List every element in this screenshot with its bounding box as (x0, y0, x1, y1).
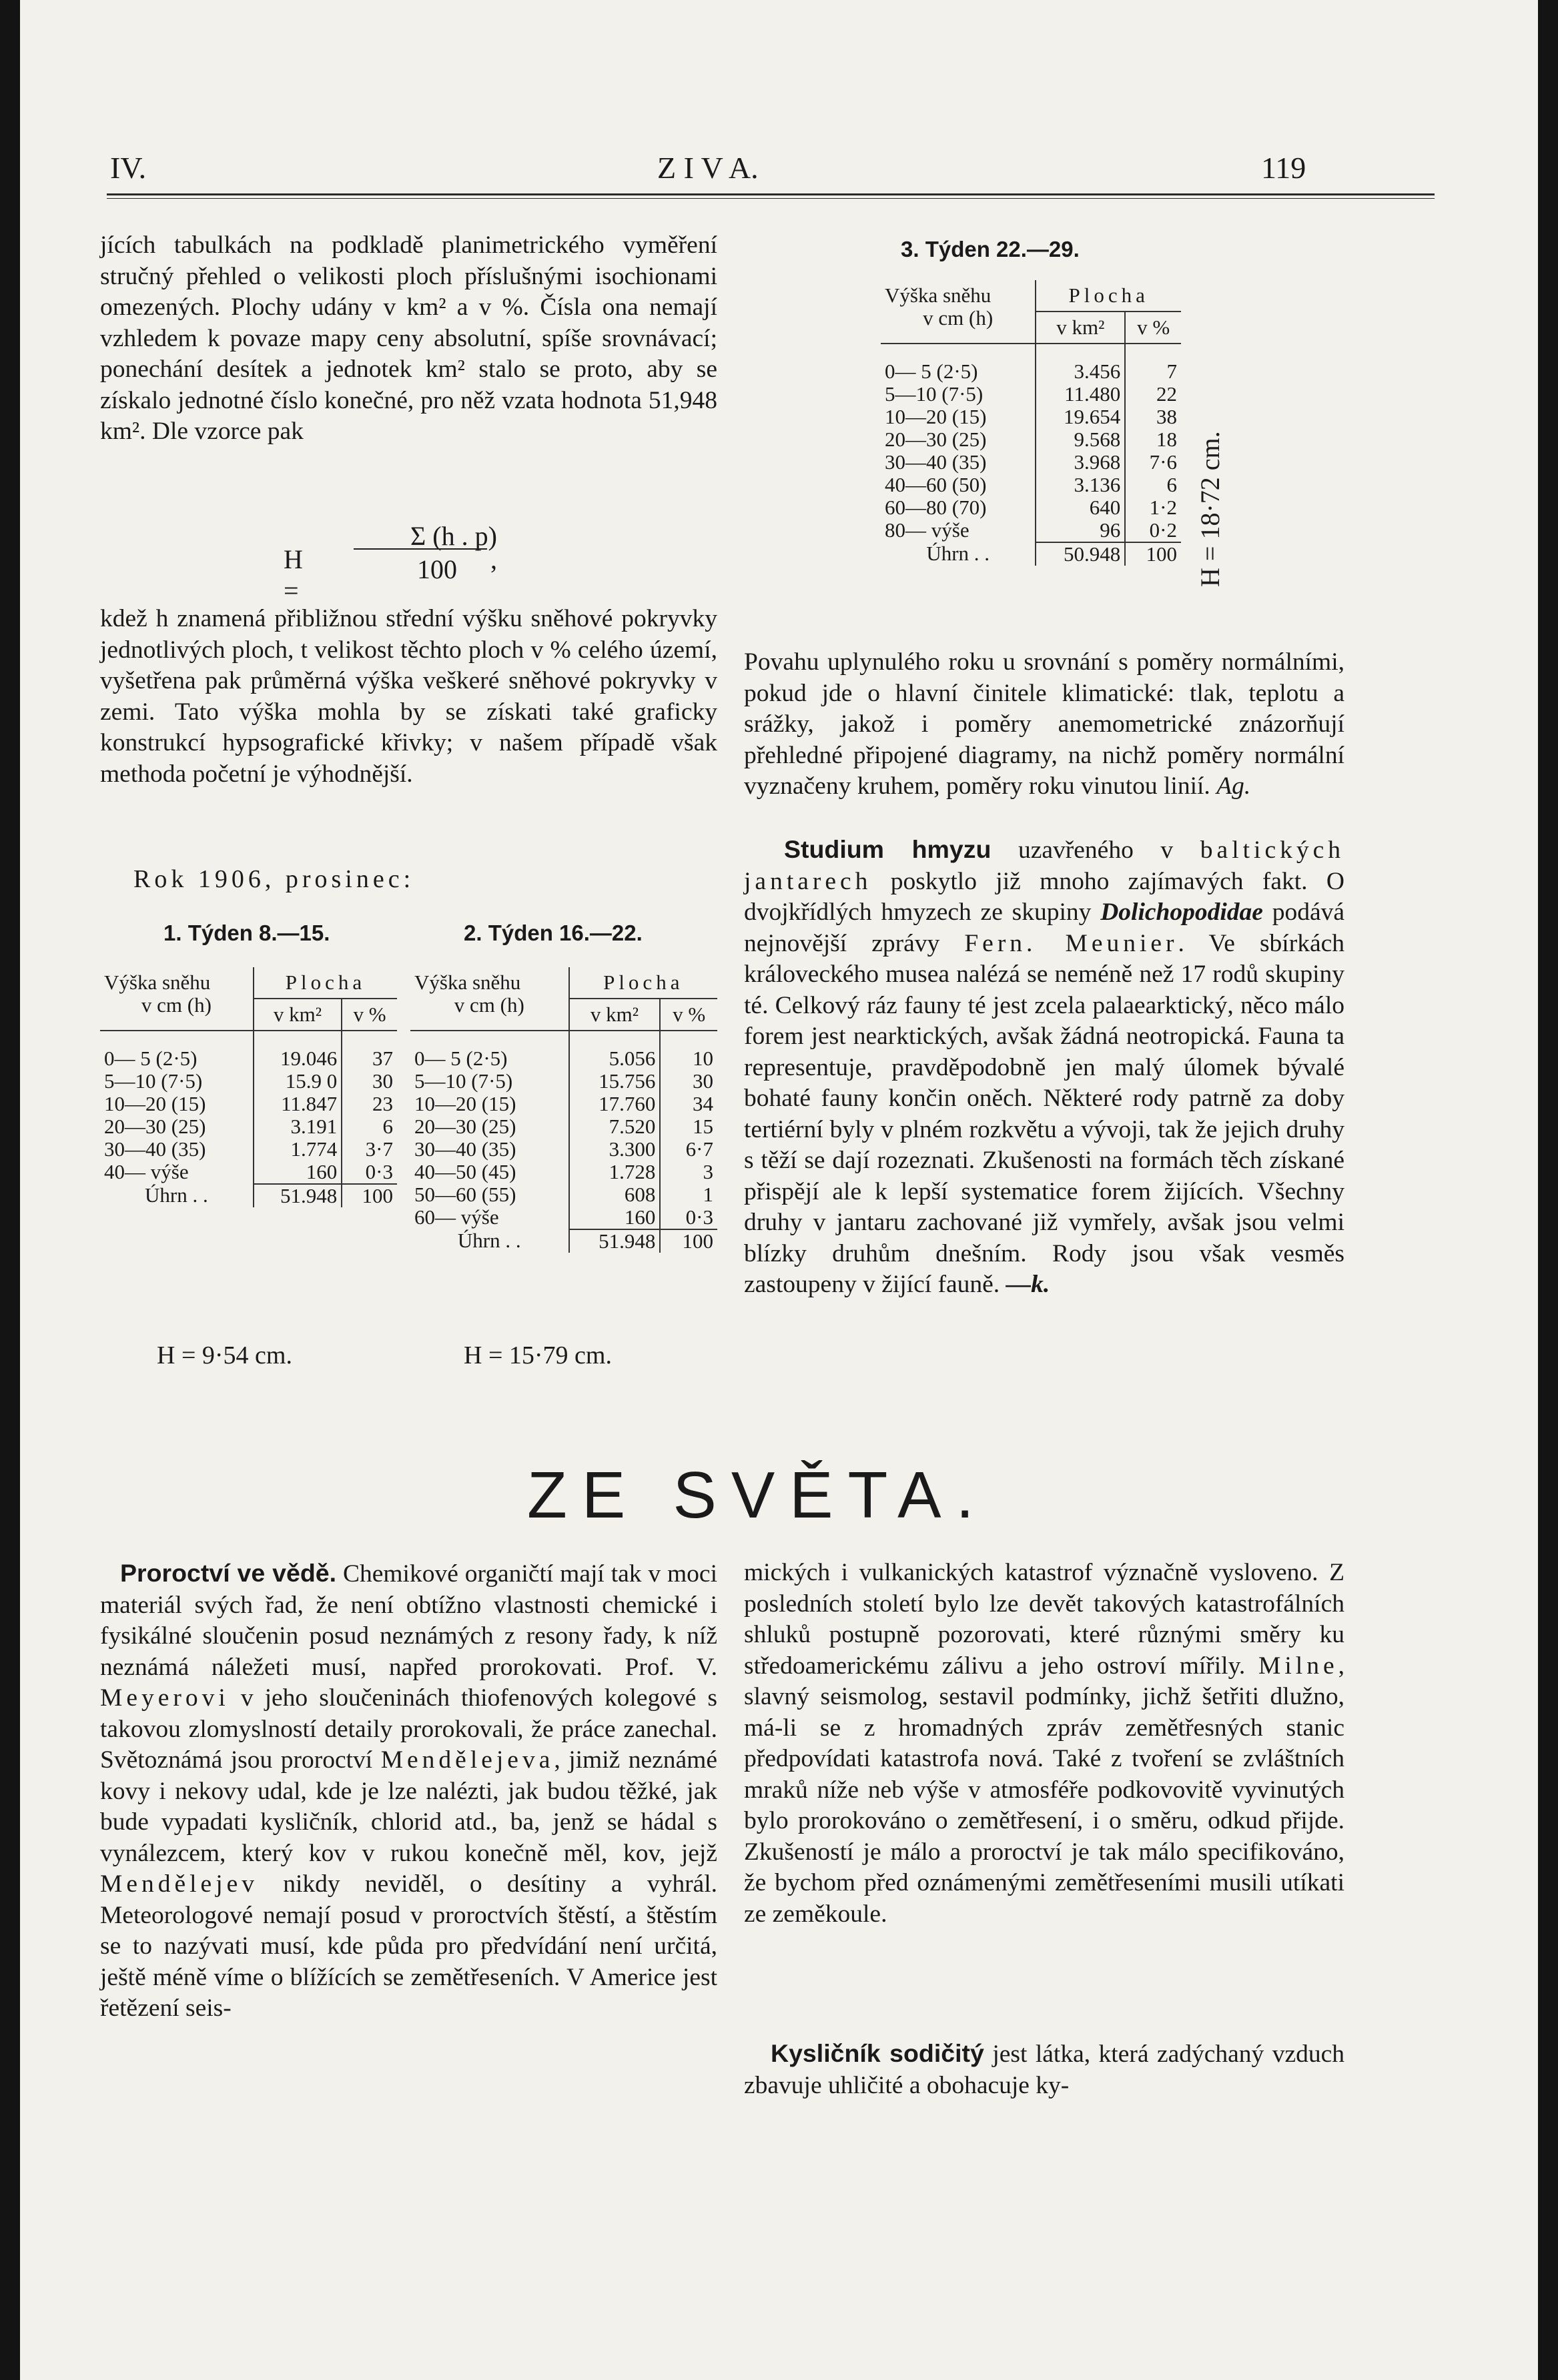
proroctvi-text-a: Chemikové organičtí mají tak v moci materiál svých řad, že není obtížno vlastnosti chemické i fysikálné sloučenin posud neznámých z resony řady, k níž neznámá náležeti musí, napřed prorokovati. Prof. V. (100, 1560, 717, 1681)
area-km-cell: 19.046 (254, 1031, 342, 1070)
height-cell: 60— výše (414, 1205, 499, 1229)
proroctvi-text-b: v jeho sloučeninách thiofenových kolegové s takovou zlomyslností detaily prorokovali, že práce zanechal. Světoznámá jsou proroctví (100, 1684, 717, 1774)
total-label: Úhrn . . (926, 542, 990, 565)
area-km-cell: 3.968 (1036, 451, 1125, 474)
studium-text-d: . Ve sbírkách královeckého musea nalézá se neméně než 17 rodů skupiny té. Celkový ráz fauny té jest zcela palaearktický, něco málo forem jest nearktických, avšak žádná neotropická. Fauna ta representuje, pravděpodobně jen malý úlomek bývalé bohaté fauny končin oněch. Některé rody patrně za doby tertiérní byly v plném rozkvětu a vývoji, tak že jejich druhy s těží se dají rozeznati. Zkušenosti na formách těch získané přispějí ale k lepší systematice forem žijících. Všechny druhy v jantaru zachované již vymřely, avšak jsou velmi blízky druhům dnešním. Rody jsou však vesměs zastoupeny v žijící fauně. (744, 929, 1344, 1298)
journal-title: Z I V A. (657, 151, 759, 185)
kyslicnik-text: jest látka, která zadýchaný vzduch zbavuje uhličité a obohacuje ky- (744, 2040, 1345, 2099)
col-height-header (100, 967, 254, 1031)
area-pct-cell: 34 (660, 1093, 717, 1115)
height-cell: 80— výše (885, 518, 969, 542)
area-km-cell: 15.756 (569, 1070, 661, 1093)
km-header: v km² (1036, 312, 1125, 344)
page (20, 0, 1538, 2380)
area-pct-cell: 0·2 (1125, 519, 1181, 542)
povahu-paragraph (744, 647, 1344, 802)
table-row (100, 1161, 397, 1184)
unit-label: v cm (h) (141, 993, 212, 1017)
area-pct-cell: 1 (660, 1183, 717, 1206)
table-row (881, 428, 1181, 451)
area-km-cell: 1.728 (569, 1161, 661, 1183)
table-row (881, 496, 1181, 519)
area-header: Plocha (569, 967, 717, 999)
week2-title: 2. Týden 16.—22. (464, 921, 643, 945)
area-km-cell: 7.520 (569, 1115, 661, 1138)
proroctvi-title: Proroctví ve vědě. (120, 1559, 337, 1587)
studium-title: Studium hmyzu (784, 835, 992, 863)
table-row (410, 1070, 717, 1093)
area-km-cell: 640 (1036, 496, 1125, 519)
area-pct-cell: 30 (342, 1070, 397, 1093)
seismic-milne: Milne (1258, 1652, 1338, 1680)
table-row (100, 1115, 397, 1138)
week1-result: H = 9·54 cm. (157, 1341, 292, 1369)
header-rule (107, 193, 1435, 195)
area-pct-cell: 3·7 (342, 1138, 397, 1161)
height-cell: 30—40 (35) (414, 1137, 516, 1161)
area-pct-cell: 15 (660, 1115, 717, 1138)
height-cell: 40—60 (50) (885, 473, 987, 496)
area-km-cell: 9.568 (1036, 428, 1125, 451)
area-km-cell: 608 (569, 1183, 661, 1206)
km-header: v km² (569, 999, 661, 1031)
kyslicnik-paragraph (744, 2038, 1344, 2101)
area-pct-cell: 37 (342, 1031, 397, 1070)
height-cell: 20—30 (25) (414, 1115, 516, 1138)
studium-text-c: podává nejnovější zprávy (744, 899, 1344, 957)
formula-numerator: Σ (h . p) (410, 521, 497, 551)
unit-label: v cm (h) (923, 306, 994, 330)
col-height-header (410, 967, 569, 1031)
area-pct-cell: 0·3 (660, 1206, 717, 1229)
seismic-text-b: , slavný seismolog, sestavil podmínky, jichž šetřiti dlužno, má-li se z hromadných zpráv zemětřesných stanic předpovídati katastrofa nová. Také z tvoření se zvláštních mraků níže neb výše v atmosféře podkovovitě vyvinutých bylo prorokováno o zemětřesení, i o směru, odkud přijde. Zkušeností je málo a proroctví je tak málo specifikováno, že bychom před oznámenými zemětřeseními musili utíkati ze zeměkoule. (744, 1652, 1344, 1928)
height-cell: 50—60 (55) (414, 1183, 516, 1206)
height-label: Výška sněhu (104, 971, 211, 994)
explanation-text: kdež h znamená přibližnou střední výšku sněhové pokryvky jednotlivých ploch, t velikost těchto ploch v % celého území, vyšetřena pak průměrná výška veškeré sněhové pokryvky v zemi. Tato výška mohla by se získati také graficky konstrukcí hypsografické křivky; v našem případě však methoda početní je výhodnější. (100, 605, 717, 788)
header-rule-thin (107, 198, 1435, 199)
table-row (410, 1093, 717, 1115)
year-label: Rok 1906, prosinec: (133, 865, 415, 893)
pct-header: v % (1125, 312, 1181, 344)
area-pct-cell: 7 (1125, 344, 1181, 383)
height-cell: 60—80 (70) (885, 496, 987, 519)
height-cell: 40— výše (104, 1160, 189, 1183)
povahu-signature: Ag. (1216, 772, 1251, 800)
seismic-paragraph (744, 1558, 1344, 1930)
area-pct-cell: 6·7 (660, 1138, 717, 1161)
area-km-cell: 11.480 (1036, 383, 1125, 406)
area-pct-cell: 23 (342, 1093, 397, 1115)
area-pct-cell: 38 (1125, 406, 1181, 428)
area-km-cell: 11.847 (254, 1093, 342, 1115)
total-label: Úhrn . . (145, 1183, 208, 1207)
table-row (410, 1031, 717, 1070)
proroctvi-text-d: nikdy neviděl, o desítiny a vyhrál. Meteorologové nemají posud v proroctvích štěstí, a štěstím se to nazývati musí, kde půda pro předvídání není určitá, ještě méně víme o blížících se zemětřeseních. V Americe jest řetězení seis- (100, 1870, 717, 2022)
area-km-cell: 3.456 (1036, 344, 1125, 383)
table-row (100, 1031, 397, 1070)
height-cell: 0— 5 (2·5) (104, 1047, 198, 1070)
area-km-cell: 5.056 (569, 1031, 661, 1070)
area-km-cell: 3.300 (569, 1138, 661, 1161)
formula-denominator: 100 (417, 554, 457, 584)
height-label: Výška sněhu (885, 283, 992, 307)
km-header: v km² (254, 999, 342, 1031)
total-pct: 100 (1125, 542, 1181, 566)
intro-paragraph (100, 230, 717, 448)
area-header: Plocha (1036, 280, 1181, 312)
total-km: 50.948 (1036, 542, 1125, 566)
area-pct-cell: 6 (1125, 474, 1181, 496)
section-title: ZE SVĚTA. (527, 1458, 989, 1532)
volume-number: IV. (110, 151, 147, 185)
studium-genus: Dolichopodidae (1100, 899, 1263, 926)
table-row (881, 474, 1181, 496)
area-pct-cell: 0·3 (342, 1161, 397, 1184)
area-pct-cell: 7·6 (1125, 451, 1181, 474)
table-row (410, 1206, 717, 1229)
table-row (881, 451, 1181, 474)
area-km-cell: 160 (569, 1206, 661, 1229)
intro-text: jících tabulkách na podkladě planimetrického vyměření stručný přehled o velikosti ploch příslušnými isochionami omezených. Plochy udány v km² a v %. Čísla ona nemají vzhledem k povaze mapy ceny absolutní, spíše srovnávací; ponechání desítek a jednotek km² stalo se proto, aby se získalo jednotné číslo konečné, pro něž vzata hodnota 51,948 km². Dle vzorce pak (100, 231, 717, 445)
pct-header: v % (660, 999, 717, 1031)
area-km-cell: 15.9 0 (254, 1070, 342, 1093)
pct-header: v % (342, 999, 397, 1031)
height-cell: 30—40 (35) (885, 450, 987, 474)
height-cell: 0— 5 (2·5) (885, 360, 978, 383)
week3-table (881, 280, 1181, 566)
table-total-row (100, 1184, 397, 1207)
table-row (881, 344, 1181, 383)
explanation-paragraph (100, 604, 717, 790)
area-pct-cell: 10 (660, 1031, 717, 1070)
week3-result: H = 18·72 cm. (1195, 431, 1225, 587)
table-total-row (410, 1229, 717, 1253)
formula-lhs: H = (284, 544, 303, 606)
height-cell: 5—10 (7·5) (414, 1069, 513, 1093)
height-cell: 5—10 (7·5) (885, 382, 984, 406)
seismic-text-a: mických i vulkanických katastrof význačně vysloveno. Z posledních století bylo lze devět takových katastrofálních shluků postupně pozorovati, které různými směry ku středoamerickému zálivu a jeho ostroví mířily. (744, 1559, 1344, 1680)
proroctvi-paragraph (100, 1558, 717, 2024)
formula-comma: , (490, 544, 497, 574)
povahu-text: Povahu uplynulého roku u srovnání s poměry normálními, pokud jde o hlavní činitele klimatické: tlak, teplotu a srážky, jakož i poměry anemometrické znázorňují přehledné připojené diagramy, na nichž poměry normální vyznačeny kruhem, poměry roku vinutou linií. (744, 648, 1344, 800)
area-km-cell: 96 (1036, 519, 1125, 542)
height-cell: 30—40 (35) (104, 1137, 206, 1161)
area-pct-cell: 6 (342, 1115, 397, 1138)
total-pct: 100 (342, 1184, 397, 1207)
area-km-cell: 1.774 (254, 1138, 342, 1161)
table-row (410, 1183, 717, 1206)
studium-text-a: uzavřeného v (991, 836, 1200, 864)
week1-table (100, 967, 397, 1207)
week2-result: H = 15·79 cm. (464, 1341, 612, 1369)
total-pct: 100 (660, 1229, 717, 1253)
week3-title: 3. Týden 22.—29. (901, 237, 1080, 261)
area-km-cell: 19.654 (1036, 406, 1125, 428)
height-cell: 20—30 (25) (104, 1115, 206, 1138)
unit-label: v cm (h) (454, 993, 524, 1017)
area-km-cell: 160 (254, 1161, 342, 1184)
height-cell: 0— 5 (2·5) (414, 1047, 508, 1070)
table-row (881, 406, 1181, 428)
height-cell: 10—20 (15) (104, 1092, 206, 1115)
total-label: Úhrn . . (457, 1229, 521, 1252)
area-pct-cell: 1·2 (1125, 496, 1181, 519)
kyslicnik-title: Kysličník sodičitý (771, 2039, 984, 2067)
table-total-row (881, 542, 1181, 566)
table-row (410, 1115, 717, 1138)
area-pct-cell: 30 (660, 1070, 717, 1093)
area-pct-cell: 18 (1125, 428, 1181, 451)
height-label: Výška sněhu (414, 971, 521, 994)
proroctvi-text-c: , jimiž neznámé kovy i nekovy udal, kde je lze nalézti, jak budou těžké, jak bude vypadati kysličník, chlorid atd., ba, jenž se hádal s vynálezcem, který kov v rukou konečně měl, kov, jejž (100, 1746, 717, 1867)
studium-signature: —k. (1006, 1271, 1050, 1298)
total-km: 51.948 (569, 1229, 661, 1253)
total-km: 51.948 (254, 1184, 342, 1207)
proroctvi-mendelejev-2: Mendělejev (100, 1870, 259, 1898)
table-row (100, 1070, 397, 1093)
height-cell: 5—10 (7·5) (104, 1069, 203, 1093)
proroctvi-mendelejev-1: Mendělejeva (380, 1746, 554, 1774)
area-km-cell: 3.136 (1036, 474, 1125, 496)
col-height-header (881, 280, 1036, 344)
fraction-bar (354, 548, 487, 550)
studium-paragraph (744, 834, 1344, 1301)
studium-amber: baltických jantarech (744, 836, 1344, 895)
area-km-cell: 3.191 (254, 1115, 342, 1138)
area-pct-cell: 22 (1125, 383, 1181, 406)
table-row (881, 383, 1181, 406)
studium-author: Fern. Meunier (964, 929, 1178, 957)
studium-text-b: poskytlo již mnoho zajímavých fakt. O dvojkřídlých hmyzech ze skupiny (744, 867, 1344, 926)
table-row (410, 1138, 717, 1161)
area-header: Plocha (254, 967, 397, 999)
table-row (410, 1161, 717, 1183)
week1-title: 1. Týden 8.—15. (163, 921, 330, 945)
page-number: 119 (1261, 151, 1306, 185)
height-cell: 10—20 (15) (414, 1092, 516, 1115)
table-row (100, 1093, 397, 1115)
height-cell: 40—50 (45) (414, 1160, 516, 1183)
height-cell: 10—20 (15) (885, 405, 987, 428)
height-cell: 20—30 (25) (885, 428, 987, 451)
proroctvi-meyer: Meyerovi (100, 1684, 230, 1712)
table-row (100, 1138, 397, 1161)
table-row (881, 519, 1181, 542)
area-pct-cell: 3 (660, 1161, 717, 1183)
area-km-cell: 17.760 (569, 1093, 661, 1115)
week2-table (410, 967, 717, 1253)
